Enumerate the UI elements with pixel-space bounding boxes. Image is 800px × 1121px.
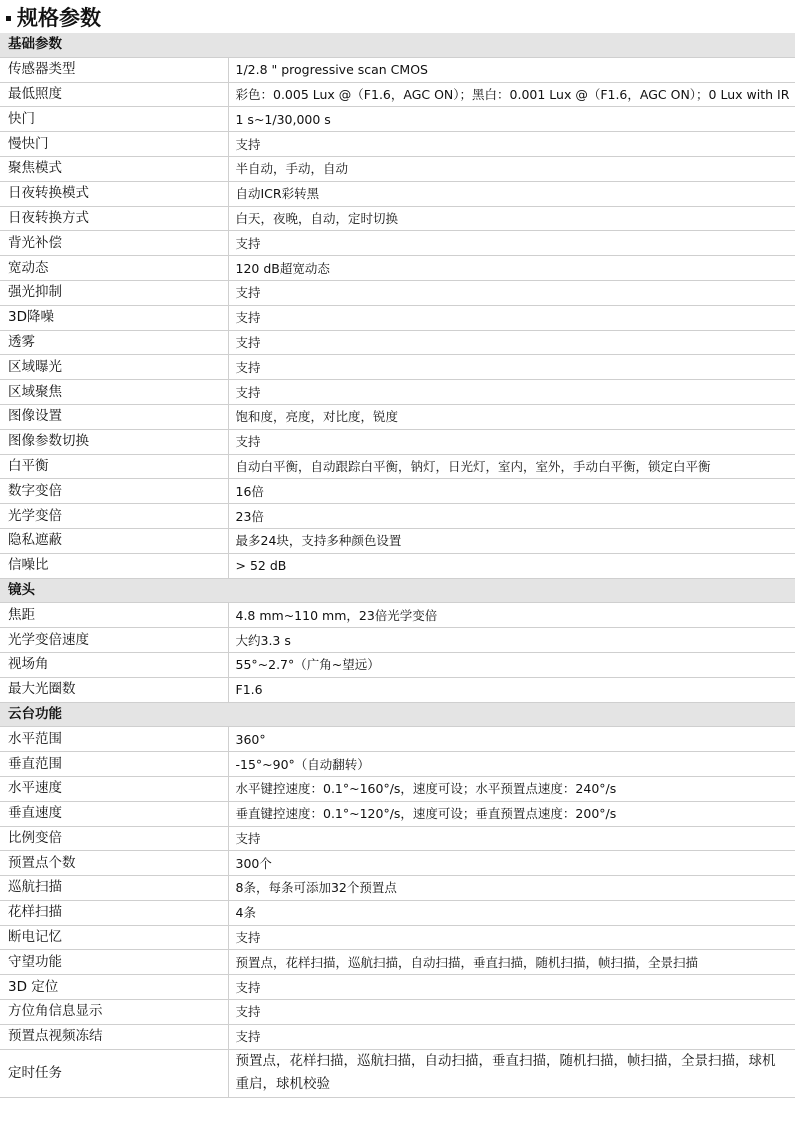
page-title	[4, 4, 101, 32]
spec-row	[0, 1049, 795, 1097]
spec-label: 守望功能	[0, 950, 228, 975]
spec-row	[0, 950, 795, 975]
spec-row	[0, 156, 795, 181]
spec-row	[0, 1000, 795, 1025]
spec-row	[0, 628, 795, 653]
spec-label: 透雾	[0, 330, 228, 355]
spec-row	[0, 256, 795, 281]
spec-row	[0, 528, 795, 553]
spec-row	[0, 553, 795, 578]
spec-value: F1.6	[228, 677, 795, 702]
spec-label: 焦距	[0, 603, 228, 628]
spec-label: 白平衡	[0, 454, 228, 479]
spec-label: 日夜转换方式	[0, 206, 228, 231]
spec-value: 支持	[228, 826, 795, 851]
spec-value: 4条	[228, 900, 795, 925]
spec-value: 1/2.8 " progressive scan CMOS	[228, 57, 795, 82]
spec-value: 垂直键控速度：0.1°~120°/s，速度可设；垂直预置点速度：200°/s	[228, 801, 795, 826]
spec-value: 23倍	[228, 504, 795, 529]
page-title-text: 规格参数	[17, 6, 101, 30]
spec-value: 1 s~1/30,000 s	[228, 107, 795, 132]
spec-table	[0, 33, 795, 1098]
spec-row	[0, 107, 795, 132]
spec-value: 支持	[228, 1024, 795, 1049]
spec-label: 光学变倍速度	[0, 628, 228, 653]
spec-row	[0, 479, 795, 504]
spec-value: 4.8 mm~110 mm，23倍光学变倍	[228, 603, 795, 628]
spec-row	[0, 776, 795, 801]
spec-value: 支持	[228, 429, 795, 454]
section-header	[0, 578, 795, 603]
spec-row	[0, 305, 795, 330]
spec-value: > 52 dB	[228, 553, 795, 578]
spec-row	[0, 851, 795, 876]
spec-row	[0, 752, 795, 777]
spec-label: 数字变倍	[0, 479, 228, 504]
spec-label: 图像参数切换	[0, 429, 228, 454]
spec-label: 慢快门	[0, 132, 228, 157]
spec-label: 最大光圈数	[0, 677, 228, 702]
spec-row	[0, 1024, 795, 1049]
spec-row	[0, 876, 795, 901]
spec-label: 预置点个数	[0, 851, 228, 876]
spec-value: 8条，每条可添加32个预置点	[228, 876, 795, 901]
spec-value: 300个	[228, 851, 795, 876]
spec-label: 断电记忆	[0, 925, 228, 950]
spec-label: 定时任务	[0, 1049, 228, 1097]
spec-label: 信噪比	[0, 553, 228, 578]
spec-value: 120 dB超宽动态	[228, 256, 795, 281]
spec-label: 宽动态	[0, 256, 228, 281]
spec-value: 预置点，花样扫描，巡航扫描，自动扫描，垂直扫描，随机扫描，帧扫描，全景扫描	[228, 950, 795, 975]
section-title: 镜头	[0, 578, 795, 603]
spec-label: 视场角	[0, 652, 228, 677]
spec-value: 预置点，花样扫描，巡航扫描，自动扫描，垂直扫描，随机扫描，帧扫描，全景扫描，球机重启，球机校验	[228, 1049, 795, 1097]
spec-value: 半自动，手动，自动	[228, 156, 795, 181]
spec-row	[0, 132, 795, 157]
spec-value: 支持	[228, 975, 795, 1000]
spec-value: 自动白平衡，自动跟踪白平衡，钠灯，日光灯，室内，室外，手动白平衡，锁定白平衡	[228, 454, 795, 479]
spec-row	[0, 652, 795, 677]
spec-value: 支持	[228, 925, 795, 950]
spec-value: 支持	[228, 1000, 795, 1025]
spec-value: 自动ICR彩转黑	[228, 181, 795, 206]
spec-value: 彩色：0.005 Lux @（F1.6，AGC ON）；黑白：0.001 Lux @（F1.6，AGC ON）；0 Lux with IR	[228, 82, 795, 107]
spec-row	[0, 504, 795, 529]
spec-value: 支持	[228, 280, 795, 305]
section-title: 基础参数	[0, 33, 795, 57]
spec-label: 3D降噪	[0, 305, 228, 330]
spec-value: 支持	[228, 355, 795, 380]
spec-row	[0, 181, 795, 206]
bullet-icon	[6, 16, 11, 21]
spec-row	[0, 677, 795, 702]
spec-value: 360°	[228, 727, 795, 752]
spec-row	[0, 454, 795, 479]
spec-row	[0, 727, 795, 752]
spec-label: 强光抑制	[0, 280, 228, 305]
spec-label: 垂直速度	[0, 801, 228, 826]
spec-row	[0, 975, 795, 1000]
spec-row	[0, 801, 795, 826]
spec-label: 垂直范围	[0, 752, 228, 777]
spec-label: 日夜转换模式	[0, 181, 228, 206]
spec-label: 花样扫描	[0, 900, 228, 925]
spec-value: 支持	[228, 330, 795, 355]
spec-label: 水平范围	[0, 727, 228, 752]
spec-value: 饱和度，亮度，对比度，锐度	[228, 404, 795, 429]
spec-label: 区域曝光	[0, 355, 228, 380]
spec-row	[0, 57, 795, 82]
spec-label: 快门	[0, 107, 228, 132]
spec-row	[0, 380, 795, 405]
spec-label: 传感器类型	[0, 57, 228, 82]
spec-value: -15°~90°（自动翻转）	[228, 752, 795, 777]
spec-row	[0, 231, 795, 256]
spec-value: 大约3.3 s	[228, 628, 795, 653]
spec-value: 支持	[228, 132, 795, 157]
spec-value: 支持	[228, 380, 795, 405]
spec-label: 巡航扫描	[0, 876, 228, 901]
spec-label: 比例变倍	[0, 826, 228, 851]
spec-value: 支持	[228, 231, 795, 256]
spec-label: 隐私遮蔽	[0, 528, 228, 553]
spec-label: 最低照度	[0, 82, 228, 107]
spec-value: 水平键控速度：0.1°~160°/s，速度可设；水平预置点速度：240°/s	[228, 776, 795, 801]
spec-row	[0, 925, 795, 950]
spec-row	[0, 82, 795, 107]
spec-row	[0, 429, 795, 454]
spec-row	[0, 603, 795, 628]
spec-label: 方位角信息显示	[0, 1000, 228, 1025]
spec-label: 3D 定位	[0, 975, 228, 1000]
spec-value: 55°~2.7°（广角~望远）	[228, 652, 795, 677]
spec-label: 水平速度	[0, 776, 228, 801]
spec-row	[0, 355, 795, 380]
spec-row	[0, 206, 795, 231]
spec-label: 背光补偿	[0, 231, 228, 256]
spec-value: 支持	[228, 305, 795, 330]
spec-label: 光学变倍	[0, 504, 228, 529]
spec-label: 聚焦模式	[0, 156, 228, 181]
section-header	[0, 33, 795, 57]
spec-value: 最多24块，支持多种颜色设置	[228, 528, 795, 553]
spec-value: 白天，夜晚，自动，定时切换	[228, 206, 795, 231]
section-header	[0, 702, 795, 727]
spec-row	[0, 404, 795, 429]
spec-label: 预置点视频冻结	[0, 1024, 228, 1049]
section-title: 云台功能	[0, 702, 795, 727]
spec-value: 16倍	[228, 479, 795, 504]
spec-row	[0, 330, 795, 355]
spec-row	[0, 280, 795, 305]
spec-row	[0, 826, 795, 851]
spec-row	[0, 900, 795, 925]
spec-label: 区域聚焦	[0, 380, 228, 405]
spec-label: 图像设置	[0, 404, 228, 429]
